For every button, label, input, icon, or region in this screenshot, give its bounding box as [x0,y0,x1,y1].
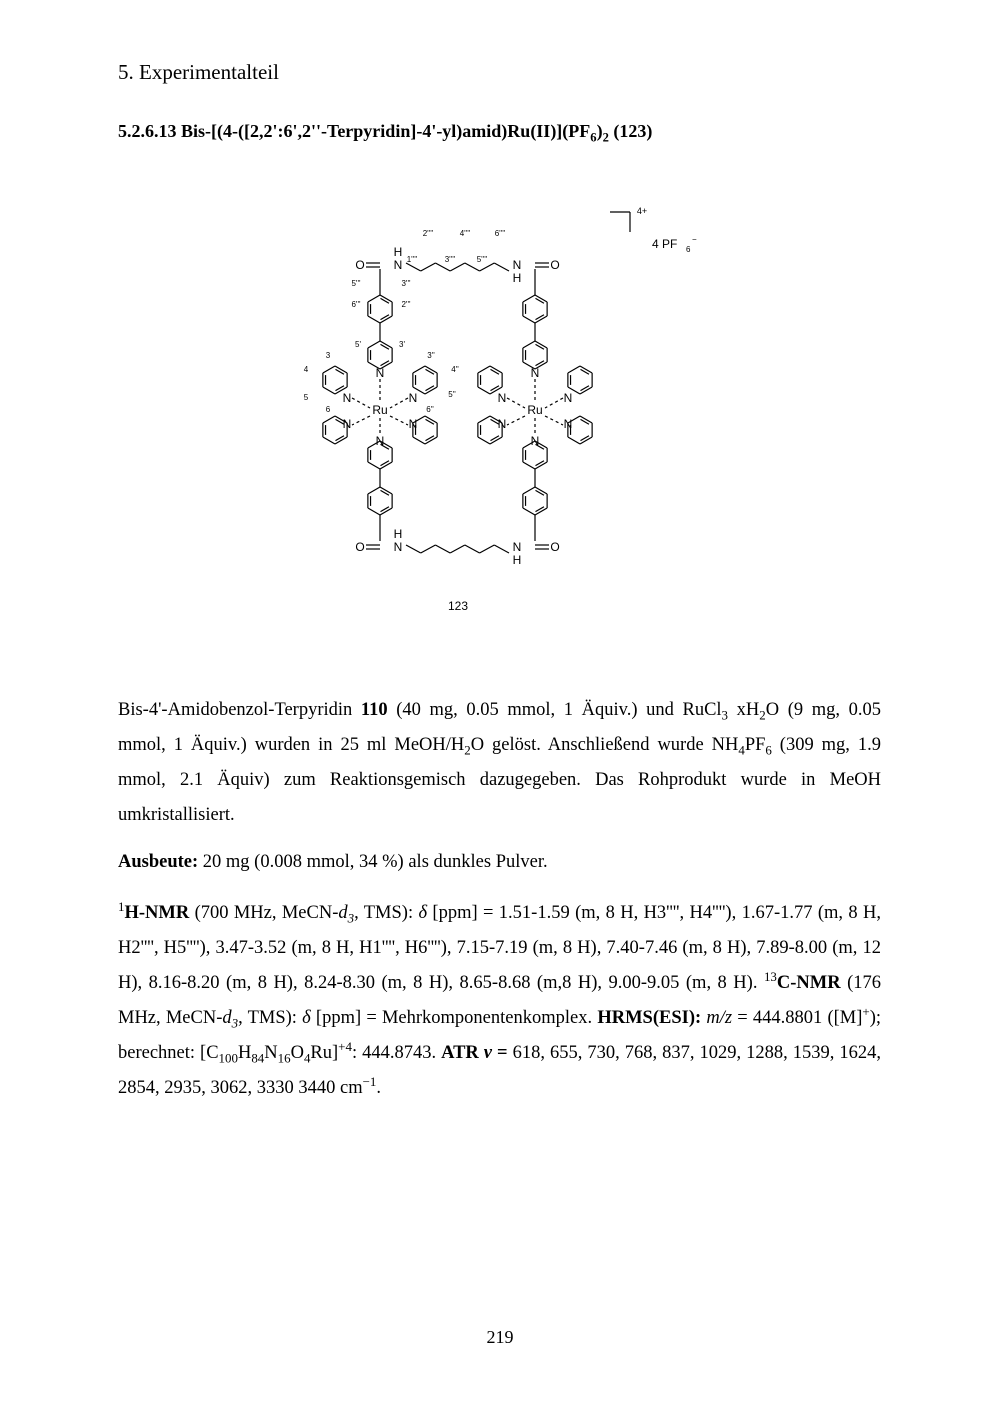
ring-bond [478,366,490,373]
synthesis-paragraph: Bis-4'-Amidobenzol-Terpyridin 110 (40 mg, 0.05 mmol, 1 Äquiv.) und RuCl$_3$ $xH_2O$ (9 mg, 0.05 mmol, 1 Äquiv.) wurden in 25 ml MeOH/$H_2O$ gelöst. Anschließend wurde $NH_4PF_6$ (309 mg, 1.9 mmol, 2.1 Äquiv) zum Reaktionsgemisch dazugegeben. Das Rohprodukt wurde in MeOH umkristallisiert. [118,700,881,825]
coordination-bond [390,416,408,425]
position-label: 3 [325,351,331,360]
ring-bond [323,366,335,373]
ring-bond [368,341,380,348]
ring-bond [368,295,380,302]
position-label: 4'''' [459,229,471,238]
position-label: 2'''' [422,229,434,238]
alkyl-bond [421,545,436,553]
ruthenium-atom: Ru [372,403,388,417]
alkyl-bond [480,545,495,553]
chemical-structure-drawing [290,200,710,620]
nitrogen-atom: N [563,391,573,405]
alkyl-bond [480,263,495,271]
position-label: 3'' [427,351,435,360]
position-label: 4'' [451,365,459,374]
nitrogen-atom: N [375,434,385,448]
ring-bond [413,437,425,444]
position-label: 6''' [351,300,361,309]
counter-ion-superscript: − [692,235,697,244]
analytics-paragraph: $^1$H-NMR (700 MHz, MeCN-$d_3$, TMS): δ [ppm] = 1.51-1.59 (m, 8 H, H3'''', H4''''), 1.67-1.77 (m, 8 H, H2'''', H5''''), 3.47-3.52 (m, 8 H, H1'''', H6''''), 7.15-7.19 (m, 8 H), 7.40-7.46 (m, 8 H), 7.89-8.00 (m, 12 H), 8.16-8.20 (m, 8 H), 8.24-8.30 (m, 8 H), 8.65-8.68 (m,8 H), 9.00-9.05 (m, 8 H). $^{13}$C-NMR (176 MHz, MeCN-$d_3$, TMS): δ [ppm] = Mehrkomponentenkomplex. HRMS(ESI): m/z = 444.8801 ([M]+); berechnet: $[C_{100}H_{84}N_{16}O_4Ru]^{+4}$: 444.8743. ATR ν = 618, 655, 730, 768, 837, 1029, 1288, 1539, 1624, 2854, 2935, 3062, 3330 3440 $cm^{-1}$. [118,898,882,1098]
nitrogen-atom: N [530,434,540,448]
position-label: 4 [303,365,309,374]
alkyl-bond [435,263,450,271]
ring-bond [478,416,490,423]
ring-bond [478,387,490,394]
ring-bond [323,416,335,423]
position-label: 3' [399,340,405,349]
alkyl-bond [465,263,480,271]
position-label: 6 [325,405,331,414]
nitrogen-atom: N [393,258,403,272]
ring-bond [523,341,535,348]
position-label: 5' [355,340,361,349]
hydrogen-atom: H [512,553,522,567]
nitrogen-atom: N [497,417,507,431]
ring-bond [523,487,535,494]
coordination-bond [507,398,525,408]
nitrogen-atom: N [512,258,522,272]
alkyl-bond [494,545,509,553]
ring-bond [413,366,425,373]
hydrogen-atom: H [393,245,403,259]
ring-bond [323,437,335,444]
hydrogen-atom: H [512,271,522,285]
coordination-bond [352,416,370,425]
counter-ion-label: 4 PF [652,237,678,251]
alkyl-bond [406,263,421,271]
page-number: 219 [486,1327,514,1347]
ring-bond [568,366,580,373]
ring-bond [523,508,535,515]
structure-figure [290,200,710,620]
chapter-header: 5. Experimentalteil [118,60,279,84]
ruthenium-atom: Ru [527,403,543,417]
position-label: 5''' [351,279,361,288]
nitrogen-atom: N [530,366,540,380]
position-label: 5'' [448,390,456,399]
alkyl-bond [406,545,421,553]
coordination-bond [545,416,563,425]
compound-number: 123 [447,599,469,613]
oxygen-atom: O [550,258,560,272]
nitrogen-atom: N [497,391,507,405]
nitrogen-atom: N [408,391,418,405]
ring-bond [478,437,490,444]
alkyl-bond [450,545,465,553]
oxygen-atom: O [550,540,560,554]
yield-paragraph: Ausbeute: 20 mg (0.008 mmol, 34 %) als dunkles Pulver. [118,852,548,872]
position-label: 1'''' [406,255,418,264]
position-label: 6'''' [494,229,506,238]
ring-bond [323,387,335,394]
oxygen-atom: O [355,540,365,554]
position-label: 6'' [426,405,434,414]
nitrogen-atom: N [408,417,418,431]
alkyl-bond [465,545,480,553]
section-title: 5.2.6.13 Bis-$[(4-([2,2':6',2''-Terpyridin]-4'-yl)amid)Ru(II)](PF_6)_2$ (123) [118,121,653,145]
position-label: 3''' [401,279,411,288]
ring-bond [568,437,580,444]
nitrogen-atom: N [375,366,385,380]
coordination-bond [352,398,370,408]
coordination-bond [545,398,563,408]
oxygen-atom: O [355,258,365,272]
coordination-bond [390,398,408,408]
nitrogen-atom: N [342,417,352,431]
counter-ion-subscript: 6 [686,245,691,254]
ring-bond [523,462,535,469]
nitrogen-atom: N [393,540,403,554]
position-label: 3'''' [444,255,456,264]
hydrogen-atom: H [393,527,403,541]
position-label: 2''' [401,300,411,309]
ring-bond [368,316,380,323]
alkyl-bond [494,263,509,271]
charge-label: 4+ [636,206,648,216]
alkyl-bond [435,545,450,553]
coordination-bond [507,416,525,425]
position-label: 5'''' [476,255,488,264]
ring-bond [523,295,535,302]
ring-bond [368,487,380,494]
position-label: 5 [303,393,309,402]
alkyl-bond [450,263,465,271]
ring-bond [368,508,380,515]
nitrogen-atom: N [342,391,352,405]
ring-bond [368,462,380,469]
nitrogen-atom: N [563,417,573,431]
ring-bond [523,316,535,323]
alkyl-bond [421,263,436,271]
nitrogen-atom: N [512,540,522,554]
